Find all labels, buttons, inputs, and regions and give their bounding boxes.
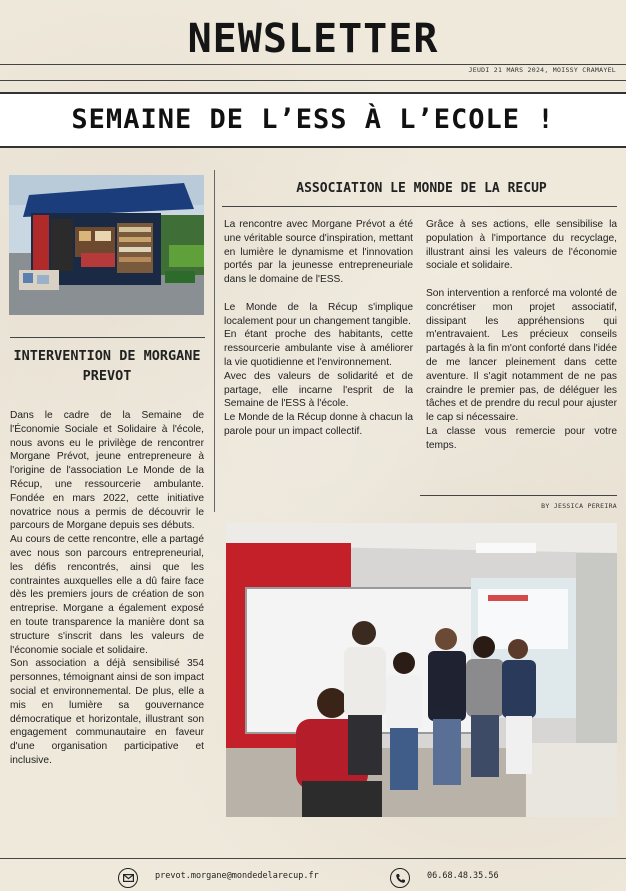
association-article-col2 bbox=[426, 218, 617, 453]
byline-rule bbox=[420, 495, 617, 496]
association-paragraph-spacer bbox=[426, 273, 617, 287]
association-paragraph: Grâce à ses actions, elle sensibilise la population à l'importance du recyclage, illustrant ainsi les valeurs de l'économie sociale et solidaire. bbox=[426, 219, 617, 272]
headline-banner bbox=[0, 92, 626, 148]
class-group-photo bbox=[226, 523, 617, 817]
masthead-rule-bottom bbox=[0, 80, 626, 81]
association-paragraph: Avec des valeurs de solidarité et de partage, elle incarne l'esprit de la Semaine de l'ESS à l'école. bbox=[224, 370, 413, 410]
association-title: ASSOCIATION LE MONDE DE LA RECUP bbox=[296, 181, 547, 196]
intervention-paragraph: Au cours de cette rencontre, elle a partagé avec nous son parcours entrepreneurial, les défis rencontrés, ainsi que les contraintes auxquelles elle a dû faire face dès les premiers jours de création de son entreprise. Morgane a également exposé en toute transparence la manière dont sa structure s'inscrit dans les valeurs de l'économie sociale et solidaire. bbox=[10, 534, 204, 656]
contact-email[interactable]: prevot.morgane@mondedelarecup.fr bbox=[155, 871, 319, 881]
association-paragraph: Le Monde de la Récup donne à chacun la parole pour un impact collectif. bbox=[224, 412, 413, 437]
left-column-rule bbox=[10, 337, 205, 338]
column-divider bbox=[214, 170, 215, 512]
intervention-article bbox=[10, 409, 204, 768]
association-paragraph: Le Monde de la Récup s'implique localement pour un changement tangible. bbox=[224, 301, 413, 327]
byline: BY JESSICA PEREIRA bbox=[541, 502, 617, 510]
intervention-title: INTERVENTION DE MORGANE PREVOT bbox=[13, 348, 201, 384]
association-rule bbox=[222, 206, 617, 207]
newsletter-title: NEWSLETTER bbox=[187, 16, 439, 62]
association-paragraph: Son intervention a renforcé ma volonté de concrétiser mon projet associatif, dissipant les appréhensions qui m'entravaient. Les précieux conseils partagés à la fin m'ont conforté dans l'idée de me lancer pleinement dans cette aventure. Il s'agit notamment de ne pas craindre le premier pas, de déléguer les tâches et de prendre du recul pour ajuster le cap si nécessaire. bbox=[426, 287, 617, 424]
email-icon bbox=[118, 868, 138, 888]
association-article-col1 bbox=[224, 218, 413, 439]
contact-phone[interactable]: 06.68.48.35.56 bbox=[427, 871, 499, 881]
headline: SEMAINE DE L’ESS À L’ECOLE ! bbox=[71, 104, 555, 135]
intervention-paragraph: Dans le cadre de la Semaine de l'Économie Sociale et Solidaire à l'école, nous avons eu le privilège de rencontrer Morgane Prévot, jeune entrepreneure à l'origine de l'association Le Monde de la Récup, une ressourcerie ambulante. Fondée en mars 2022, cette initiative novatrice nous a permis de découvrir le parcours de Morgane depuis ses débuts. bbox=[10, 410, 204, 532]
footer-rule bbox=[0, 858, 626, 859]
association-paragraph: La classe vous remercie pour votre temps. bbox=[426, 425, 617, 451]
association-paragraph: La rencontre avec Morgane Prévot a été une véritable source d'inspiration, mettant en lumière le dynamisme et l'innovation portés par la jeunesse entrepreneuriale dans le domaine de l'ESS. bbox=[224, 219, 413, 286]
association-paragraph-spacer bbox=[224, 287, 413, 301]
masthead-rule-top bbox=[0, 64, 626, 65]
dateline: JEUDI 21 MARS 2024, MOISSY CRAMAYEL bbox=[468, 66, 616, 74]
intervention-paragraph: Son association a déjà sensibilisé 354 personnes, témoignant ainsi de son impact social et environnemental. De plus, elle a mis en lumière sa gouvernance démocratique et horizontale, illustrant son engagement communautaire en faveur d'une organisation participative et inclusive. bbox=[10, 658, 204, 766]
association-paragraph: En étant proche des habitants, cette ressourcerie ambulante vise à améliorer la vie quotidienne et l'environnement. bbox=[224, 329, 413, 368]
ressourcerie-stand-photo bbox=[9, 175, 204, 315]
phone-icon bbox=[390, 868, 410, 888]
footer bbox=[0, 862, 626, 891]
